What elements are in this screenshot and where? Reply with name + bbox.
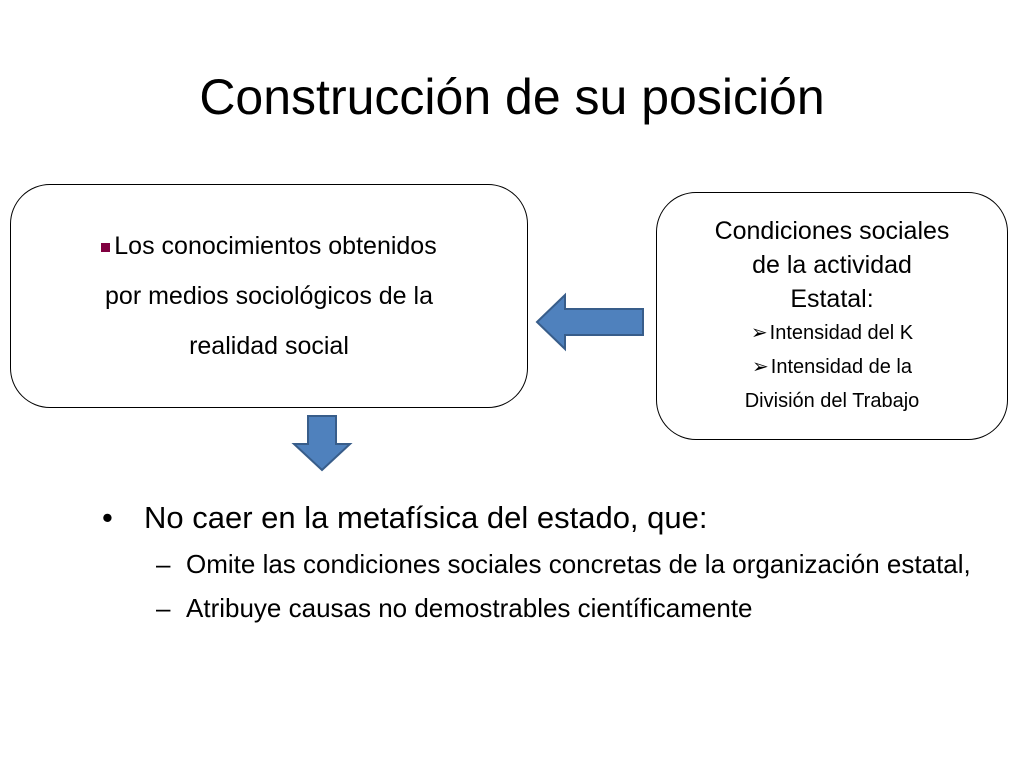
sub-bullet-1-text: Omite las condiciones sociales concretas de la organización estatal, — [186, 549, 971, 579]
knowledge-line-1 — [101, 221, 436, 271]
knowledge-line-2: por medios sociológicos de la — [105, 282, 433, 310]
knowledge-box — [10, 184, 528, 408]
conditions-item-2-text: Intensidad de la — [770, 356, 912, 378]
sub-bullet-2 — [156, 592, 1000, 624]
sub-bullet-2-text: Atribuye causas no demostrables científicamente — [186, 593, 753, 623]
conditions-heading-3: Estatal: — [790, 285, 874, 313]
conditions-item-2 — [752, 350, 912, 384]
conditions-heading-2: de la actividad — [752, 251, 912, 279]
down-arrow-shape — [294, 416, 350, 470]
conditions-item-1 — [751, 316, 913, 350]
bullet-list — [100, 496, 1000, 624]
slide-title: Construcción de su posición — [199, 69, 825, 125]
bullet-main-text: No caer en la metafísica del estado, que: — [144, 500, 708, 535]
dash-bullet-icon: – — [156, 593, 171, 623]
bullet-main — [100, 496, 1000, 540]
arrow-bullet-icon: ➢ — [750, 322, 768, 344]
knowledge-line-1-text: Los conocimientos obtenidos — [114, 232, 437, 260]
conditions-item-3: División del Trabajo — [744, 390, 920, 412]
square-bullet-icon — [101, 243, 110, 252]
arrow-bullet-icon: ➢ — [752, 356, 769, 378]
left-arrow-shape — [537, 295, 643, 349]
sub-bullet-1 — [156, 548, 1000, 580]
dash-bullet-icon: – — [156, 549, 171, 579]
conditions-item-1-text: Intensidad del K — [769, 322, 914, 344]
conditions-heading-1: Condiciones sociales — [714, 217, 950, 245]
down-arrow-icon — [291, 414, 353, 472]
conditions-box — [656, 192, 1008, 440]
bullet-dot-icon: • — [102, 500, 113, 535]
knowledge-line-3: realidad social — [189, 332, 349, 360]
left-arrow-icon — [535, 292, 647, 352]
